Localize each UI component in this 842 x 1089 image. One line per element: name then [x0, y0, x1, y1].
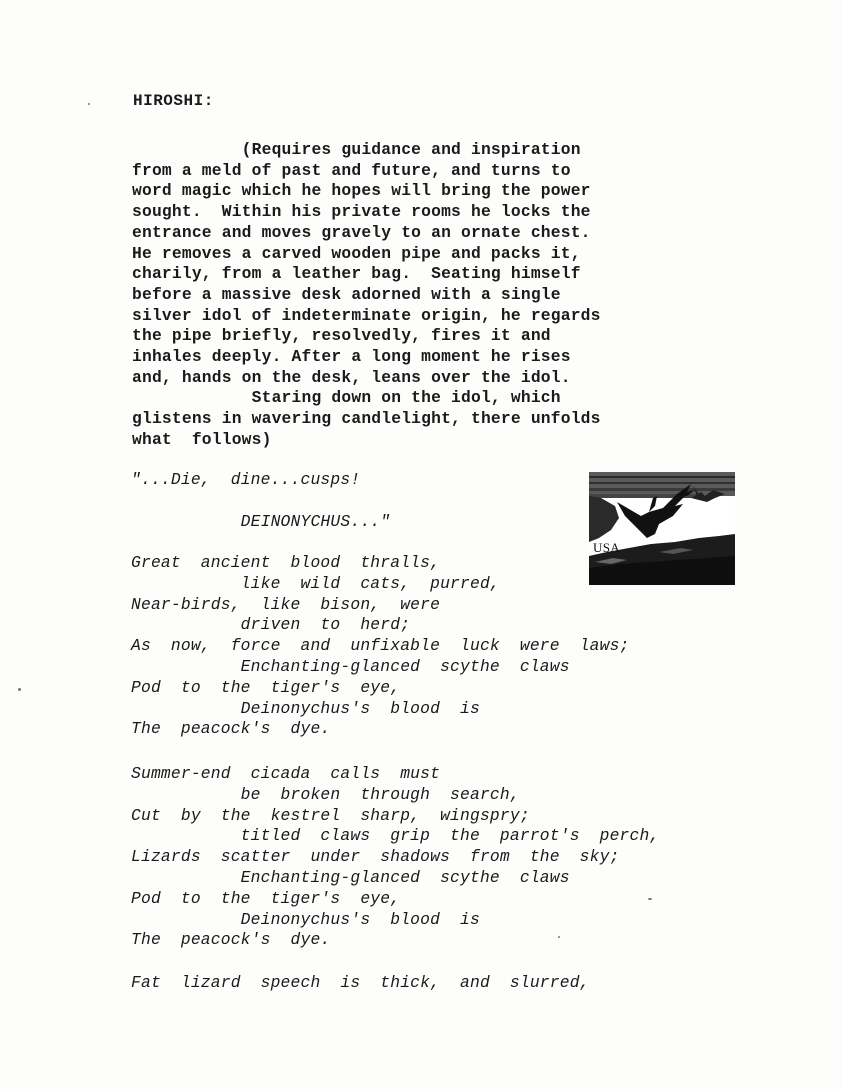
verse-line: DEINONYCHUS..." — [131, 511, 391, 531]
speaker-name: HIROSHI: — [133, 92, 214, 110]
verse-line: Pod to the tiger's eye, — [131, 677, 401, 697]
verse-line: Deinonychus's blood is — [131, 698, 480, 718]
scan-speck — [558, 936, 560, 938]
direction-line: Staring down on the idol, which — [132, 388, 561, 408]
verse-line: "...Die, dine...cusps! — [131, 470, 361, 489]
scan-speck — [18, 688, 21, 691]
stanza-1 — [131, 553, 630, 740]
direction-line: what follows) — [132, 429, 272, 449]
direction-line: before a massive desk adorned with a single — [132, 284, 561, 304]
verse-line: The peacock's dye. — [131, 719, 331, 739]
verse-line: Deinonychus's blood is — [131, 909, 480, 929]
verse-line: Enchanting-glanced scythe claws — [131, 867, 570, 887]
verse-line: Lizards scatter under shadows from the sky; — [131, 847, 620, 867]
verse-line: Near-birds, like bison, were — [131, 594, 441, 614]
direction-line: silver idol of indeterminate origin, he regards — [132, 305, 601, 325]
scan-speck — [88, 103, 90, 105]
direction-line: word magic which he hopes will bring the power — [132, 181, 591, 201]
verse-line: like wild cats, purred, — [131, 573, 500, 593]
stanza-3 — [131, 973, 590, 994]
scan-speck — [648, 898, 652, 900]
verse-line: titled claws grip the parrot's perch, — [131, 826, 660, 846]
stanza-2 — [131, 764, 659, 951]
direction-line: inhales deeply. After a long moment he rises — [132, 347, 571, 367]
direction-line: and, hands on the desk, leans over the idol. — [132, 367, 571, 387]
stamp-country: USA — [593, 540, 620, 555]
verse-line: be broken through search, — [131, 784, 520, 804]
incantation-opening — [131, 470, 390, 532]
verse-line: driven to herd; — [131, 615, 411, 635]
direction-line: He removes a carved wooden pipe and packs it, — [132, 243, 581, 263]
verse-line: Great ancient blood thralls, — [131, 553, 441, 572]
direction-line: (Requires guidance and inspiration — [132, 140, 581, 159]
direction-line: charily, from a leather bag. Seating himself — [132, 264, 581, 284]
verse-line: Summer-end cicada calls must — [131, 764, 441, 783]
verse-line: Fat lizard speech is thick, and slurred, — [131, 973, 590, 992]
direction-line: glistens in wavering candlelight, there unfolds — [132, 409, 601, 429]
verse-line: The peacock's dye. — [131, 930, 331, 950]
direction-line: entrance and moves gravely to an ornate chest. — [132, 222, 591, 242]
verse-line — [131, 491, 390, 512]
verse-line: Cut by the kestrel sharp, wingspry; — [131, 805, 530, 825]
direction-line: the pipe briefly, resolvedly, fires it and — [132, 326, 551, 346]
stage-direction — [132, 140, 742, 451]
direction-line: from a meld of past and future, and turns to — [132, 160, 571, 180]
direction-line: sought. Within his private rooms he locks the — [132, 202, 591, 222]
verse-line: Enchanting-glanced scythe claws — [131, 656, 570, 676]
verse-line: As now, force and unfixable luck were laws; — [131, 636, 630, 656]
verse-line: Pod to the tiger's eye, — [131, 888, 401, 908]
